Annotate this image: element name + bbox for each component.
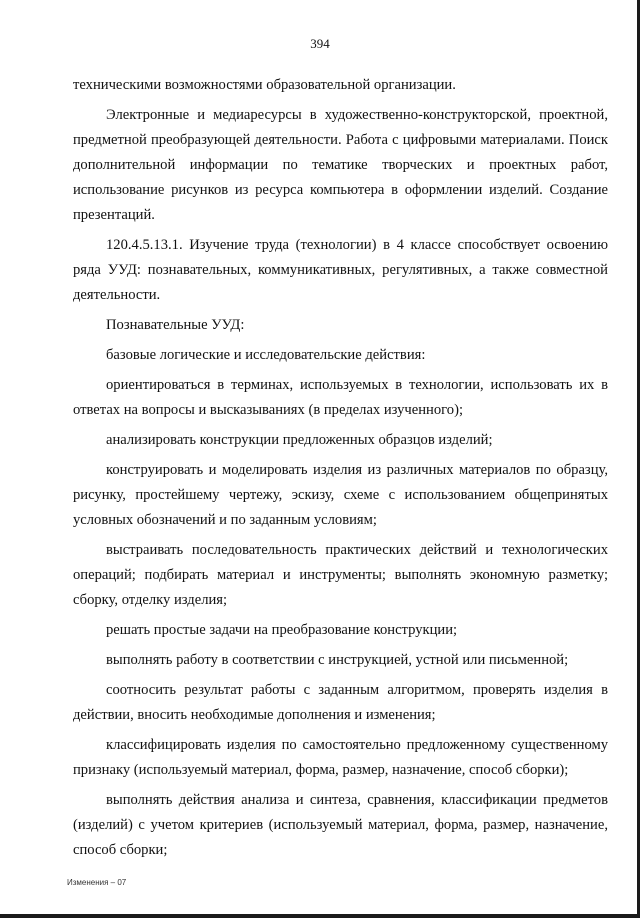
list-item: анализировать конструкции предложенных образцов изделий; (106, 432, 493, 448)
paragraph-continuation: техническими возможностями образовательной организации. (73, 77, 456, 93)
list-item: соотносить результат работы с заданным алгоритмом, проверять изделия в действии, вносить необходимые дополнения и изменения; (73, 682, 608, 723)
paragraph-section-120-4-5-13-1: 120.4.5.13.1. Изучение труда (технологии) в 4 классе способствует освоению ряда УУД: познавательных, коммуникативных, регулятивных, а также совместной деятельности. (73, 237, 608, 303)
subheading-logical-actions: базовые логические и исследовательские действия: (106, 347, 426, 363)
list-item: классифицировать изделия по самостоятельно предложенному существенному признаку (используемый материал, форма, размер, назначение, способ сборки); (73, 737, 608, 778)
scan-edge-bottom (0, 914, 640, 918)
page-number: 394 (310, 36, 330, 51)
list-item: конструировать и моделировать изделия из различных материалов по образцу, рисунку, простейшему чертежу, эскизу, схеме с использованием общепринятых условных обозначений и по заданным условиям; (73, 462, 608, 528)
list-item: выполнять действия анализа и синтеза, сравнения, классификации предметов (изделий) с учетом критериев (используемый материал, форма, размер, назначение, способ сборки; (73, 792, 608, 858)
list-item: решать простые задачи на преобразование конструкции; (106, 622, 458, 638)
paragraph-media-resources: Электронные и медиаресурсы в художественно-конструкторской, проектной, предметной преобразующей деятельности. Работа с цифровыми материалами. Поиск дополнительной информации по тематике творческих и проектных работ, использование рисунков из ресурса компьютера в оформлении изделий. Создание презентаций. (73, 107, 608, 223)
list-item: ориентироваться в терминах, используемых в технологии, использовать их в ответах на вопросы и высказываниях (в пределах изученного); (73, 377, 608, 418)
footer-revision: Изменения – 07 (67, 878, 127, 887)
body-text (73, 73, 608, 868)
list-item: выполнять работу в соответствии с инструкцией, устной или письменной; (106, 652, 569, 668)
heading-cognitive-uud: Познавательные УУД: (106, 317, 245, 333)
list-item: выстраивать последовательность практических действий и технологических операций; подбирать материал и инструменты; выполнять экономную разметку; сборку, отделку изделия; (73, 542, 608, 608)
